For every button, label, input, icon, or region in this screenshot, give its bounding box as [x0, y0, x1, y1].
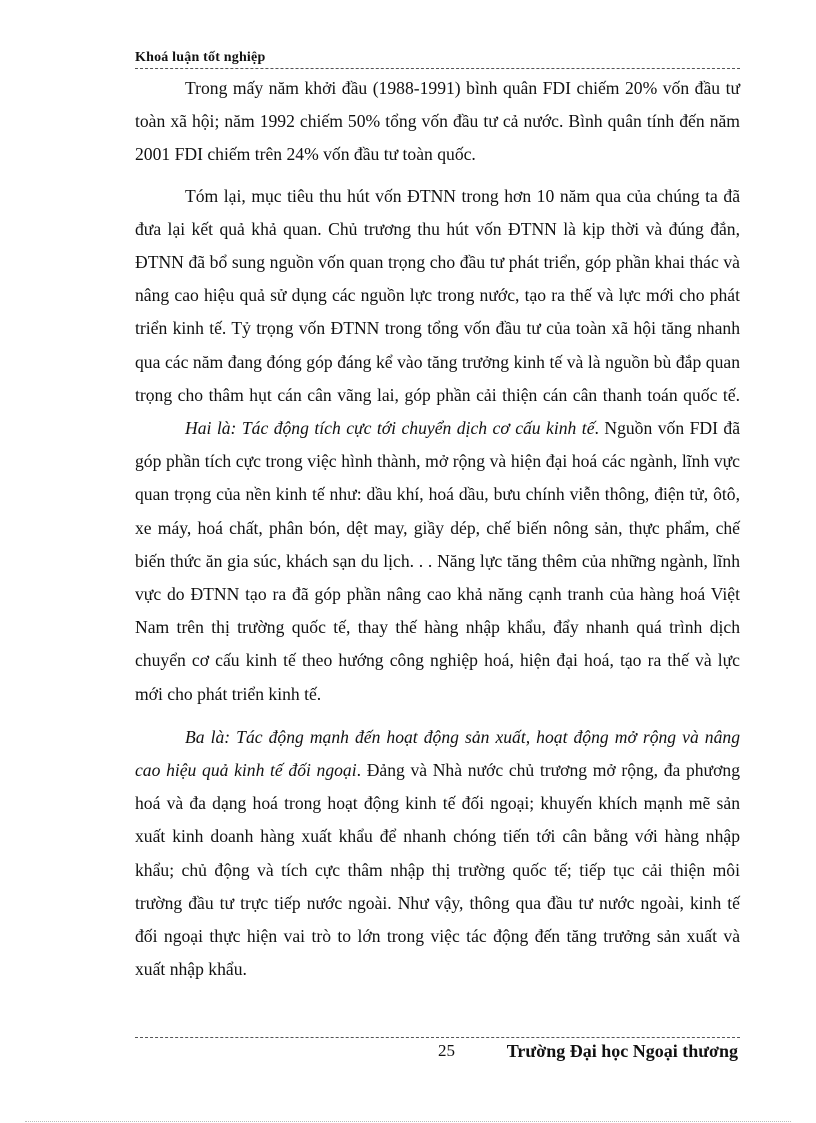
page-bottom-edge — [25, 1121, 791, 1122]
paragraph-structural-shift — [135, 412, 740, 711]
paragraph-structural-shift-text: . Nguồn vốn FDI đã góp phần tích cực trong việc hình thành, mở rộng và hiện đại hoá các ngành, lĩnh vực quan trọng của nền kinh tế như: dầu khí, hoá dầu, bưu chính viễn thông, điện tử, ôtô, xe máy, hoá chất, phân bón, dệt may, giầy dép, chế biến nông sản, thực phẩm, chế biến thức ăn gia súc, khách sạn du lịch. . . Năng lực tăng thêm của những ngành, lĩnh vực do ĐTNN tạo ra đã góp phần nâng cao khả năng cạnh tranh của hàng hoá Việt Nam trên thị trường quốc tế, thay thế hàng nhập khẩu, đẩy nhanh quá trình dịch chuyển cơ cấu kinh tế theo hướng công nghiệp hoá, hiện đại hoá, tạo ra thế và lực mới cho phát triển kinh tế. — [135, 418, 740, 704]
header-divider — [135, 68, 740, 69]
page-number: 25 — [438, 1041, 455, 1060]
paragraph-summary: Tóm lại, mục tiêu thu hút vốn ĐTNN trong hơn 10 năm qua của chúng ta đã đưa lại kết quả khả quan. Chủ trương thu hút vốn ĐTNN là kịp thời và đúng đắn, ĐTNN đã bổ sung nguồn vốn quan trọng cho đầu tư phát triển, góp phần khai thác và nâng cao hiệu quả sử dụng các nguồn lực trong nước, tạo ra thế và lực mới cho phát triển kinh tế. Tỷ trọng vốn ĐTNN trong tổng vốn đầu tư của toàn xã hội tăng nhanh qua các năm đang đóng góp đáng kể vào tăng trưởng kinh tế và là nguồn bù đắp quan trọng cho thâm hụt cán cân vãng lai, góp phần cải thiện cán cân thanh toán quốc tế. — [135, 185, 740, 405]
footer-school-name: Trường Đại học Ngoại thương — [506, 1041, 738, 1061]
paragraph-foreign-economics — [135, 721, 740, 987]
document-body — [135, 72, 740, 986]
header-title: Khoá luận tốt nghiệp — [135, 50, 266, 65]
footer-divider — [135, 1037, 740, 1038]
heading-third-point: Ba là: Tác động mạnh đến hoạt động sản xuất, hoạt động mở rộng và nâng cao hiệu quả kinh tế đối ngoại — [135, 726, 740, 781]
heading-second-point: Hai là: Tác động tích cực tới chuyển dịch cơ cấu kinh tế — [185, 418, 595, 439]
paragraph-foreign-economics-text: . Đảng và Nhà nước chủ trương mở rộng, đa phương hoá và đa dạng hoá trong hoạt động kinh tế đối ngoại; khuyến khích mạnh mẽ sản xuất kinh doanh hàng xuất khẩu để nhanh chóng tiến tới cân bằng với hàng nhập khẩu; chủ động và tích cực thâm nhập thị trường quốc tế; tiếp tục cải thiện môi trường đầu tư trực tiếp nước ngoài. Như vậy, thông qua đầu tư nước ngoài, kinh tế đối ngoại thực hiện vai trò to lớn trong việc tác động đến tăng trưởng sản xuất và xuất nhập khẩu. — [135, 760, 740, 980]
paragraph-fdi-share: Trong mấy năm khởi đầu (1988-1991) bình quân FDI chiếm 20% vốn đầu tư toàn xã hội; năm 1992 chiếm 50% tổng vốn đầu tư cả nước. Bình quân tính đến năm 2001 FDI chiếm trên 24% vốn đầu tư toàn quốc. — [135, 78, 740, 165]
